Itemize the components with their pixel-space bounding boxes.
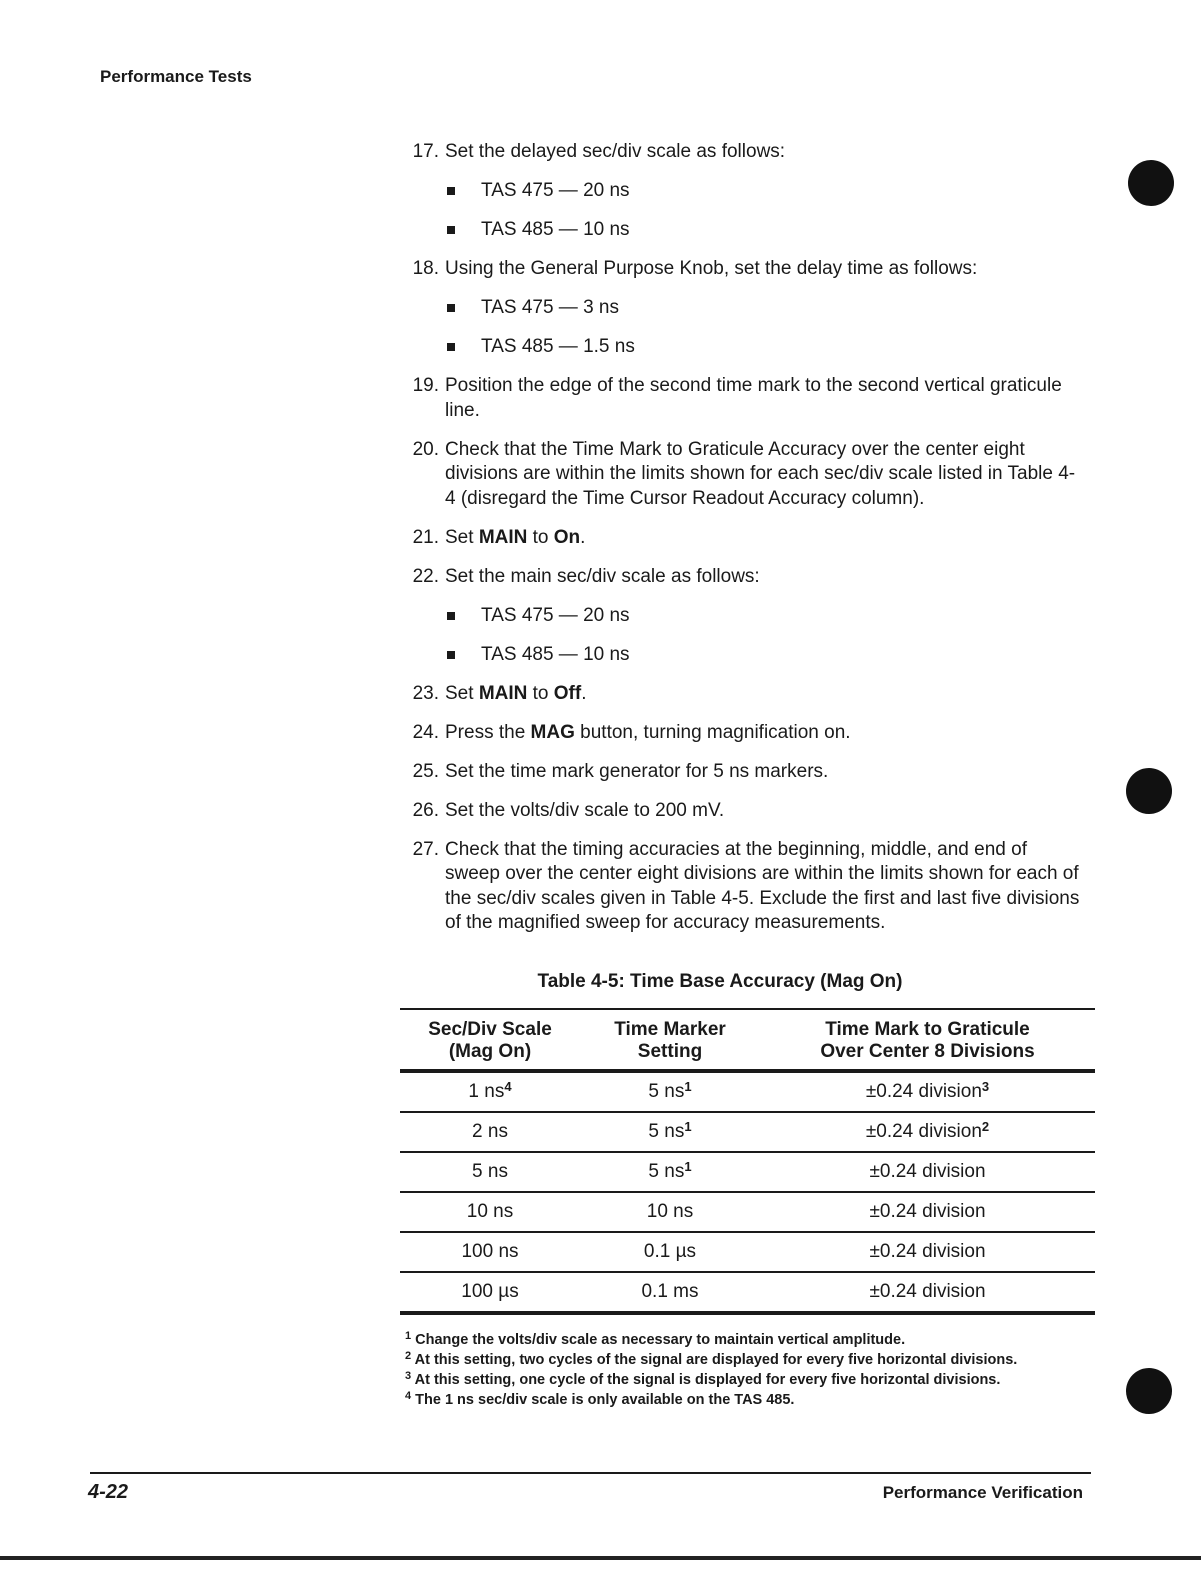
control-value: On: [553, 526, 581, 548]
bullet-text: TAS 475 — 3 ns: [481, 297, 619, 318]
column-header-marker: Time Marker Setting: [580, 1009, 760, 1071]
step-text-mid: to: [527, 526, 554, 548]
bullet-text: TAS 485 — 10 ns: [481, 643, 630, 665]
cell-accuracy: ±0.24 division: [760, 1272, 1095, 1313]
square-bullet-icon: [447, 304, 455, 312]
cell-scale: 2 ns: [400, 1112, 580, 1152]
step-19: [405, 374, 1085, 423]
cell-scale: 1 $ns^4$: [400, 1071, 580, 1112]
binder-hole-icon: [1128, 160, 1174, 206]
step-27: [405, 838, 1085, 936]
binder-hole-icon: [1126, 768, 1172, 814]
bullet-text: TAS 475 — 20 ns: [481, 180, 630, 201]
table-row: [400, 1192, 1095, 1232]
running-header: Performance Tests: [100, 67, 252, 86]
step-number: 22.: [412, 565, 439, 587]
step-text-post: button, turning magnification on.: [574, 721, 851, 743]
control-name: MAIN: [478, 682, 528, 704]
step-text: Check that the Time Mark to Graticule Accuracy over the center eight divisions are within the limits shown for each sec/div scale listed in Table 4-4 (disregard the Time Cursor Readout Accuracy column).: [445, 438, 1076, 509]
step-text-pre: Press the: [445, 721, 531, 743]
control-name: MAG: [530, 721, 575, 743]
cell-marker: 10 ns: [580, 1192, 760, 1232]
table-row: [400, 1232, 1095, 1272]
table-row: [400, 1152, 1095, 1192]
step-number: 24.: [412, 721, 439, 743]
control-name: MAIN: [478, 526, 528, 548]
bullet-list: [445, 296, 1085, 360]
table-row: [400, 1272, 1095, 1313]
table-caption: Table 4-5: Time Base Accuracy (Mag On): [537, 971, 903, 992]
step-text-mid: to: [527, 682, 554, 704]
square-bullet-icon: [447, 187, 455, 195]
step-number: 23.: [412, 682, 439, 704]
step-text-pre: Set: [445, 682, 479, 704]
step-text: Set the main sec/div scale as follows:: [445, 565, 760, 587]
footnote: $^3$ At this setting, one cycle of the signal is displayed for every five horizontal divisions.: [405, 1370, 1001, 1388]
square-bullet-icon: [447, 651, 455, 659]
step-number: 21.: [412, 526, 439, 548]
bullet-item: [445, 643, 1085, 668]
step-text-pre: Set: [445, 526, 479, 548]
footnote: $^1$ Change the volts/div scale as necessary to maintain vertical amplitude.: [405, 1330, 906, 1348]
table-header-row: [400, 1009, 1095, 1071]
step-number: 25.: [412, 760, 439, 782]
column-header-scale: Sec/Div Scale (Mag On): [400, 1009, 580, 1071]
cell-marker: 0.1 µs: [580, 1232, 760, 1272]
step-number: 19.: [412, 375, 439, 396]
step-text-post: .: [581, 682, 587, 704]
square-bullet-icon: [447, 612, 455, 620]
bullet-item: [445, 218, 1085, 243]
step-24: [405, 721, 1085, 746]
step-21: [405, 526, 1085, 551]
step-number: 26.: [412, 799, 439, 821]
cell-scale: 5 ns: [400, 1152, 580, 1192]
step-22: [405, 565, 1085, 668]
binder-hole-icon: [1126, 1368, 1172, 1414]
step-text: Check that the timing accuracies at the beginning, middle, and end of sweep over the center eight divisions are within the limits shown for each of the sec/div scales given in Table 4-5. Exclude the first and last five divisions of the magnified sweep for accuracy measurements.: [445, 838, 1080, 933]
bullet-item: [445, 296, 1085, 321]
step-number: 20.: [412, 438, 439, 460]
cell-accuracy: ±0.24 division$^3$: [760, 1071, 1095, 1112]
cell-scale: 100 ns: [400, 1232, 580, 1272]
step-26: [405, 799, 1085, 824]
page-number: 4-22: [88, 1481, 129, 1503]
bullet-text: TAS 475 — 20 ns: [481, 604, 630, 626]
step-23: [405, 682, 1085, 707]
square-bullet-icon: [447, 226, 455, 234]
time-base-accuracy-table: [400, 1008, 1095, 1315]
square-bullet-icon: [447, 343, 455, 351]
cell-accuracy: ±0.24 division: [760, 1152, 1095, 1192]
step-number: 18.: [412, 258, 439, 279]
cell-accuracy: ±0.24 division: [760, 1192, 1095, 1232]
cell-accuracy: ±0.24 division$^2$: [760, 1112, 1095, 1152]
step-number: 17.: [412, 141, 439, 162]
table-row: [400, 1112, 1095, 1152]
footer-rule: [90, 1472, 1091, 1474]
cell-accuracy: ±0.24 division: [760, 1232, 1095, 1272]
cell-marker: 5 $ns^1$: [580, 1071, 760, 1112]
procedure-steps: [405, 140, 1085, 950]
table-footnotes: [405, 1330, 1095, 1410]
step-text: Set the delayed sec/div scale as follows:: [445, 141, 786, 162]
cell-scale: 10 ns: [400, 1192, 580, 1232]
cell-marker: 5 $ns^1$: [580, 1112, 760, 1152]
step-18: [405, 257, 1085, 360]
step-text-post: .: [580, 526, 586, 548]
step-17: [405, 140, 1085, 243]
step-25: [405, 760, 1085, 785]
column-header-accuracy: Time Mark to Graticule Over Center 8 Divisions: [760, 1009, 1095, 1071]
bullet-text: TAS 485 — 1.5 ns: [481, 336, 635, 357]
bullet-item: [445, 604, 1085, 629]
step-text: Position the edge of the second time mark to the second vertical graticule line.: [445, 375, 1062, 421]
step-text: Set the time mark generator for 5 ns markers.: [445, 760, 829, 782]
bullet-list: [445, 604, 1085, 668]
scan-edge-divider: [0, 1556, 1201, 1560]
step-text: Using the General Purpose Knob, set the delay time as follows:: [445, 258, 978, 279]
table-row: [400, 1071, 1095, 1112]
step-text: Set the volts/div scale to 200 mV.: [445, 799, 725, 821]
cell-scale: 100 µs: [400, 1272, 580, 1313]
footnote: $^4$ The 1 ns sec/div scale is only available on the TAS 485.: [405, 1390, 795, 1408]
step-20: [405, 438, 1085, 512]
footnote: $^2$ At this setting, two cycles of the signal are displayed for every five horizontal divisions.: [405, 1350, 1018, 1368]
bullet-item: [445, 179, 1085, 204]
bullet-list: [445, 179, 1085, 243]
bullet-item: [445, 335, 1085, 360]
cell-marker: 0.1 ms: [580, 1272, 760, 1313]
bullet-text: TAS 485 — 10 ns: [481, 219, 630, 240]
section-title: Performance Verification: [882, 1483, 1083, 1502]
control-value: Off: [553, 682, 582, 704]
step-number: 27.: [412, 838, 439, 860]
cell-marker: 5 $ns^1$: [580, 1152, 760, 1192]
